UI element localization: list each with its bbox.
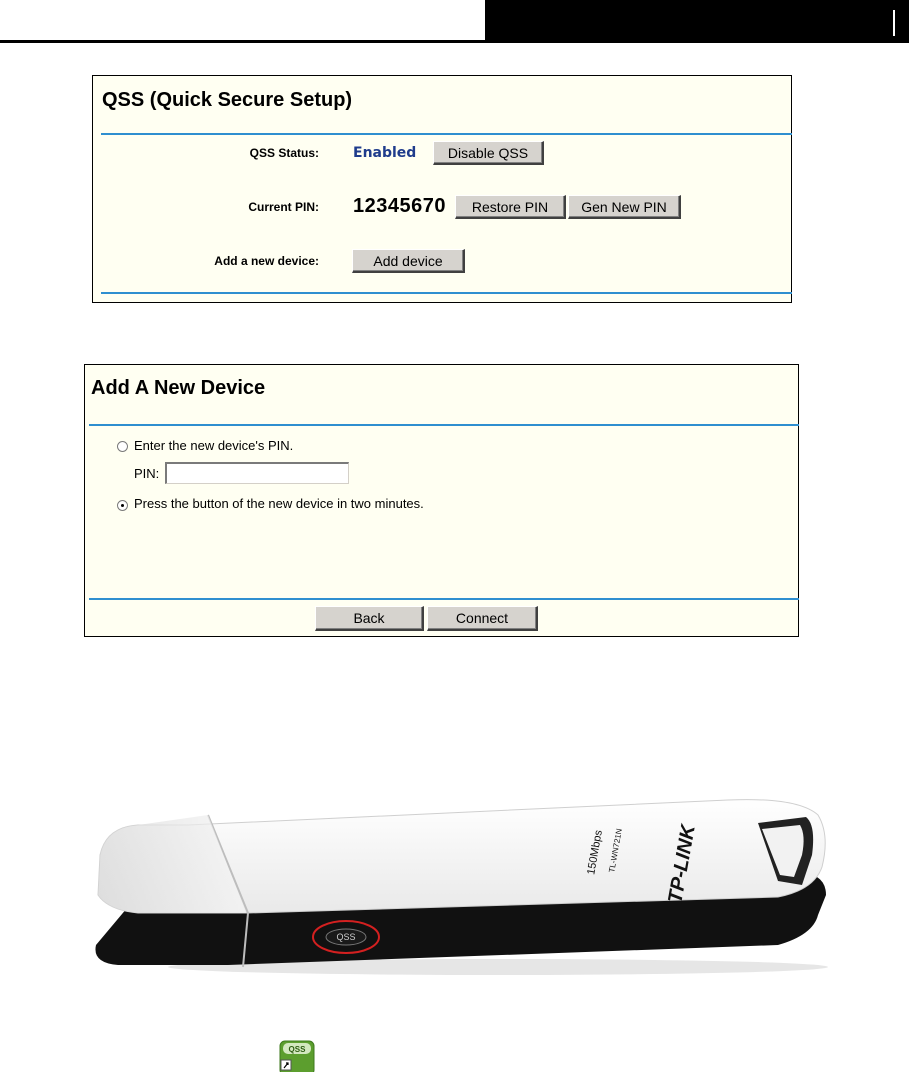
header-tick — [893, 10, 895, 36]
option-press-button-label: Press the button of the new device in two minutes. — [134, 496, 424, 511]
adapter-speed-text: 150Mbps — [585, 829, 605, 876]
add-device-label: Add a new device: — [214, 254, 319, 268]
qss-hardware-button-label: QSS — [336, 932, 356, 942]
add-top-rule — [89, 424, 799, 426]
connect-button[interactable]: Connect — [427, 606, 538, 631]
current-pin-label: Current PIN: — [248, 200, 319, 214]
add-device-panel-title: Add A New Device — [91, 377, 266, 399]
add-device-panel — [84, 364, 799, 637]
header-rule — [0, 40, 485, 43]
gen-new-pin-button[interactable]: Gen New PIN — [568, 195, 681, 219]
current-pin-value: 12345670 — [353, 195, 446, 217]
adapter-model-text: TL-WN721N — [607, 827, 624, 874]
qss-icon-label: QSS — [288, 1045, 306, 1054]
radio-enter-pin[interactable] — [117, 441, 128, 452]
add-bottom-rule — [89, 598, 799, 600]
qss-panel-title: QSS (Quick Secure Setup) — [102, 89, 353, 111]
pin-field-label: PIN: — [134, 466, 160, 481]
usb-adapter-drawing — [78, 795, 836, 980]
back-button[interactable]: Back — [315, 606, 424, 631]
adapter-brand-text: TP-LINK — [664, 823, 700, 905]
qss-desktop-icon[interactable] — [279, 1040, 315, 1072]
qss-bottom-rule — [101, 292, 792, 294]
qss-status-value: Enabled — [353, 145, 417, 161]
pin-input[interactable] — [165, 462, 349, 484]
usb-adapter-photo — [78, 795, 836, 980]
qss-status-label: QSS Status: — [249, 146, 319, 160]
restore-pin-button[interactable]: Restore PIN — [455, 195, 566, 219]
qss-panel — [92, 75, 792, 303]
qss-top-rule — [101, 133, 792, 135]
add-device-button[interactable]: Add device — [352, 249, 465, 273]
disable-qss-button[interactable]: Disable QSS — [433, 141, 544, 165]
option-enter-pin-label: Enter the new device's PIN. — [134, 438, 294, 453]
radio-press-button[interactable] — [117, 500, 128, 511]
qss-icon — [279, 1040, 315, 1072]
header-block — [485, 0, 909, 43]
